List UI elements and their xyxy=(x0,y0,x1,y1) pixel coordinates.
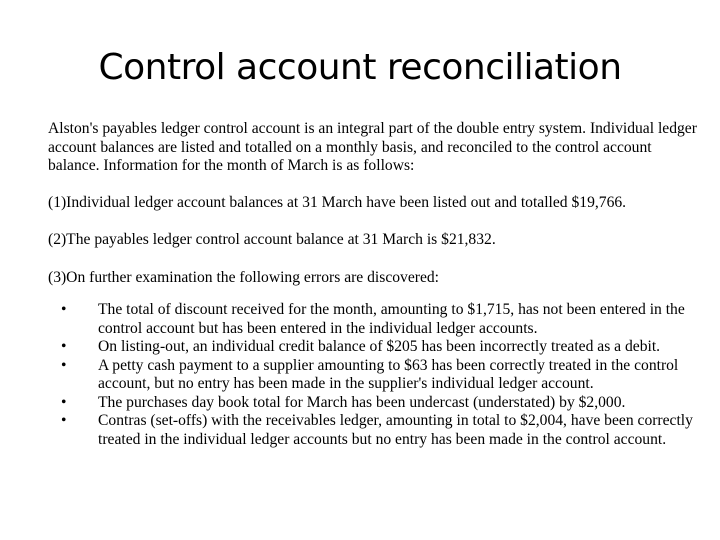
error-text: On listing-out, an individual credit balance of $205 has been incorrectly treated as a debit. xyxy=(98,338,661,355)
error-item-2 xyxy=(48,338,698,357)
point-1: (1)Individual ledger account balances at 31 March have been listed out and totalled $19,766. xyxy=(48,193,627,211)
slide-title: Control account reconciliation xyxy=(98,47,622,88)
error-item-1 xyxy=(48,301,698,338)
slide-body xyxy=(48,120,698,449)
error-text: Contras (set-offs) with the receivables ledger, amounting in total to $2,004, have been correctly treated in the individual ledger accounts but no entry has been made in the control account. xyxy=(98,412,693,448)
bullet-icon: • xyxy=(61,338,67,355)
error-item-5 xyxy=(48,412,698,449)
error-text: The purchases day book total for March has been undercast (understated) by $2,000. xyxy=(98,393,626,411)
bullet-icon: • xyxy=(61,412,67,429)
bullet-icon: • xyxy=(61,393,67,411)
point-2: (2)The payables ledger control account balance at 31 March is $21,832. xyxy=(48,231,496,248)
error-item-4 xyxy=(48,394,698,413)
error-text: A petty cash payment to a supplier amounting to $63 has been correctly treated in the control account, but no entry has been made in the supplier's individual ledger account. xyxy=(98,356,679,392)
error-list xyxy=(48,301,698,449)
error-item-3 xyxy=(48,357,698,394)
error-text: The total of discount received for the month, amounting to $1,715, has not been entered in the control account but has been entered in the individual ledger accounts. xyxy=(98,301,685,337)
intro-paragraph: Alston's payables ledger control account is an integral part of the double entry system. Individual ledger account balances are listed and totalled on a monthly basis, and reconciled to the control account balance. Information for the month of March is as follows: xyxy=(48,120,697,174)
bullet-icon: • xyxy=(61,301,67,318)
point-3: (3)On further examination the following errors are discovered: xyxy=(48,268,440,286)
bullet-icon: • xyxy=(61,356,67,374)
